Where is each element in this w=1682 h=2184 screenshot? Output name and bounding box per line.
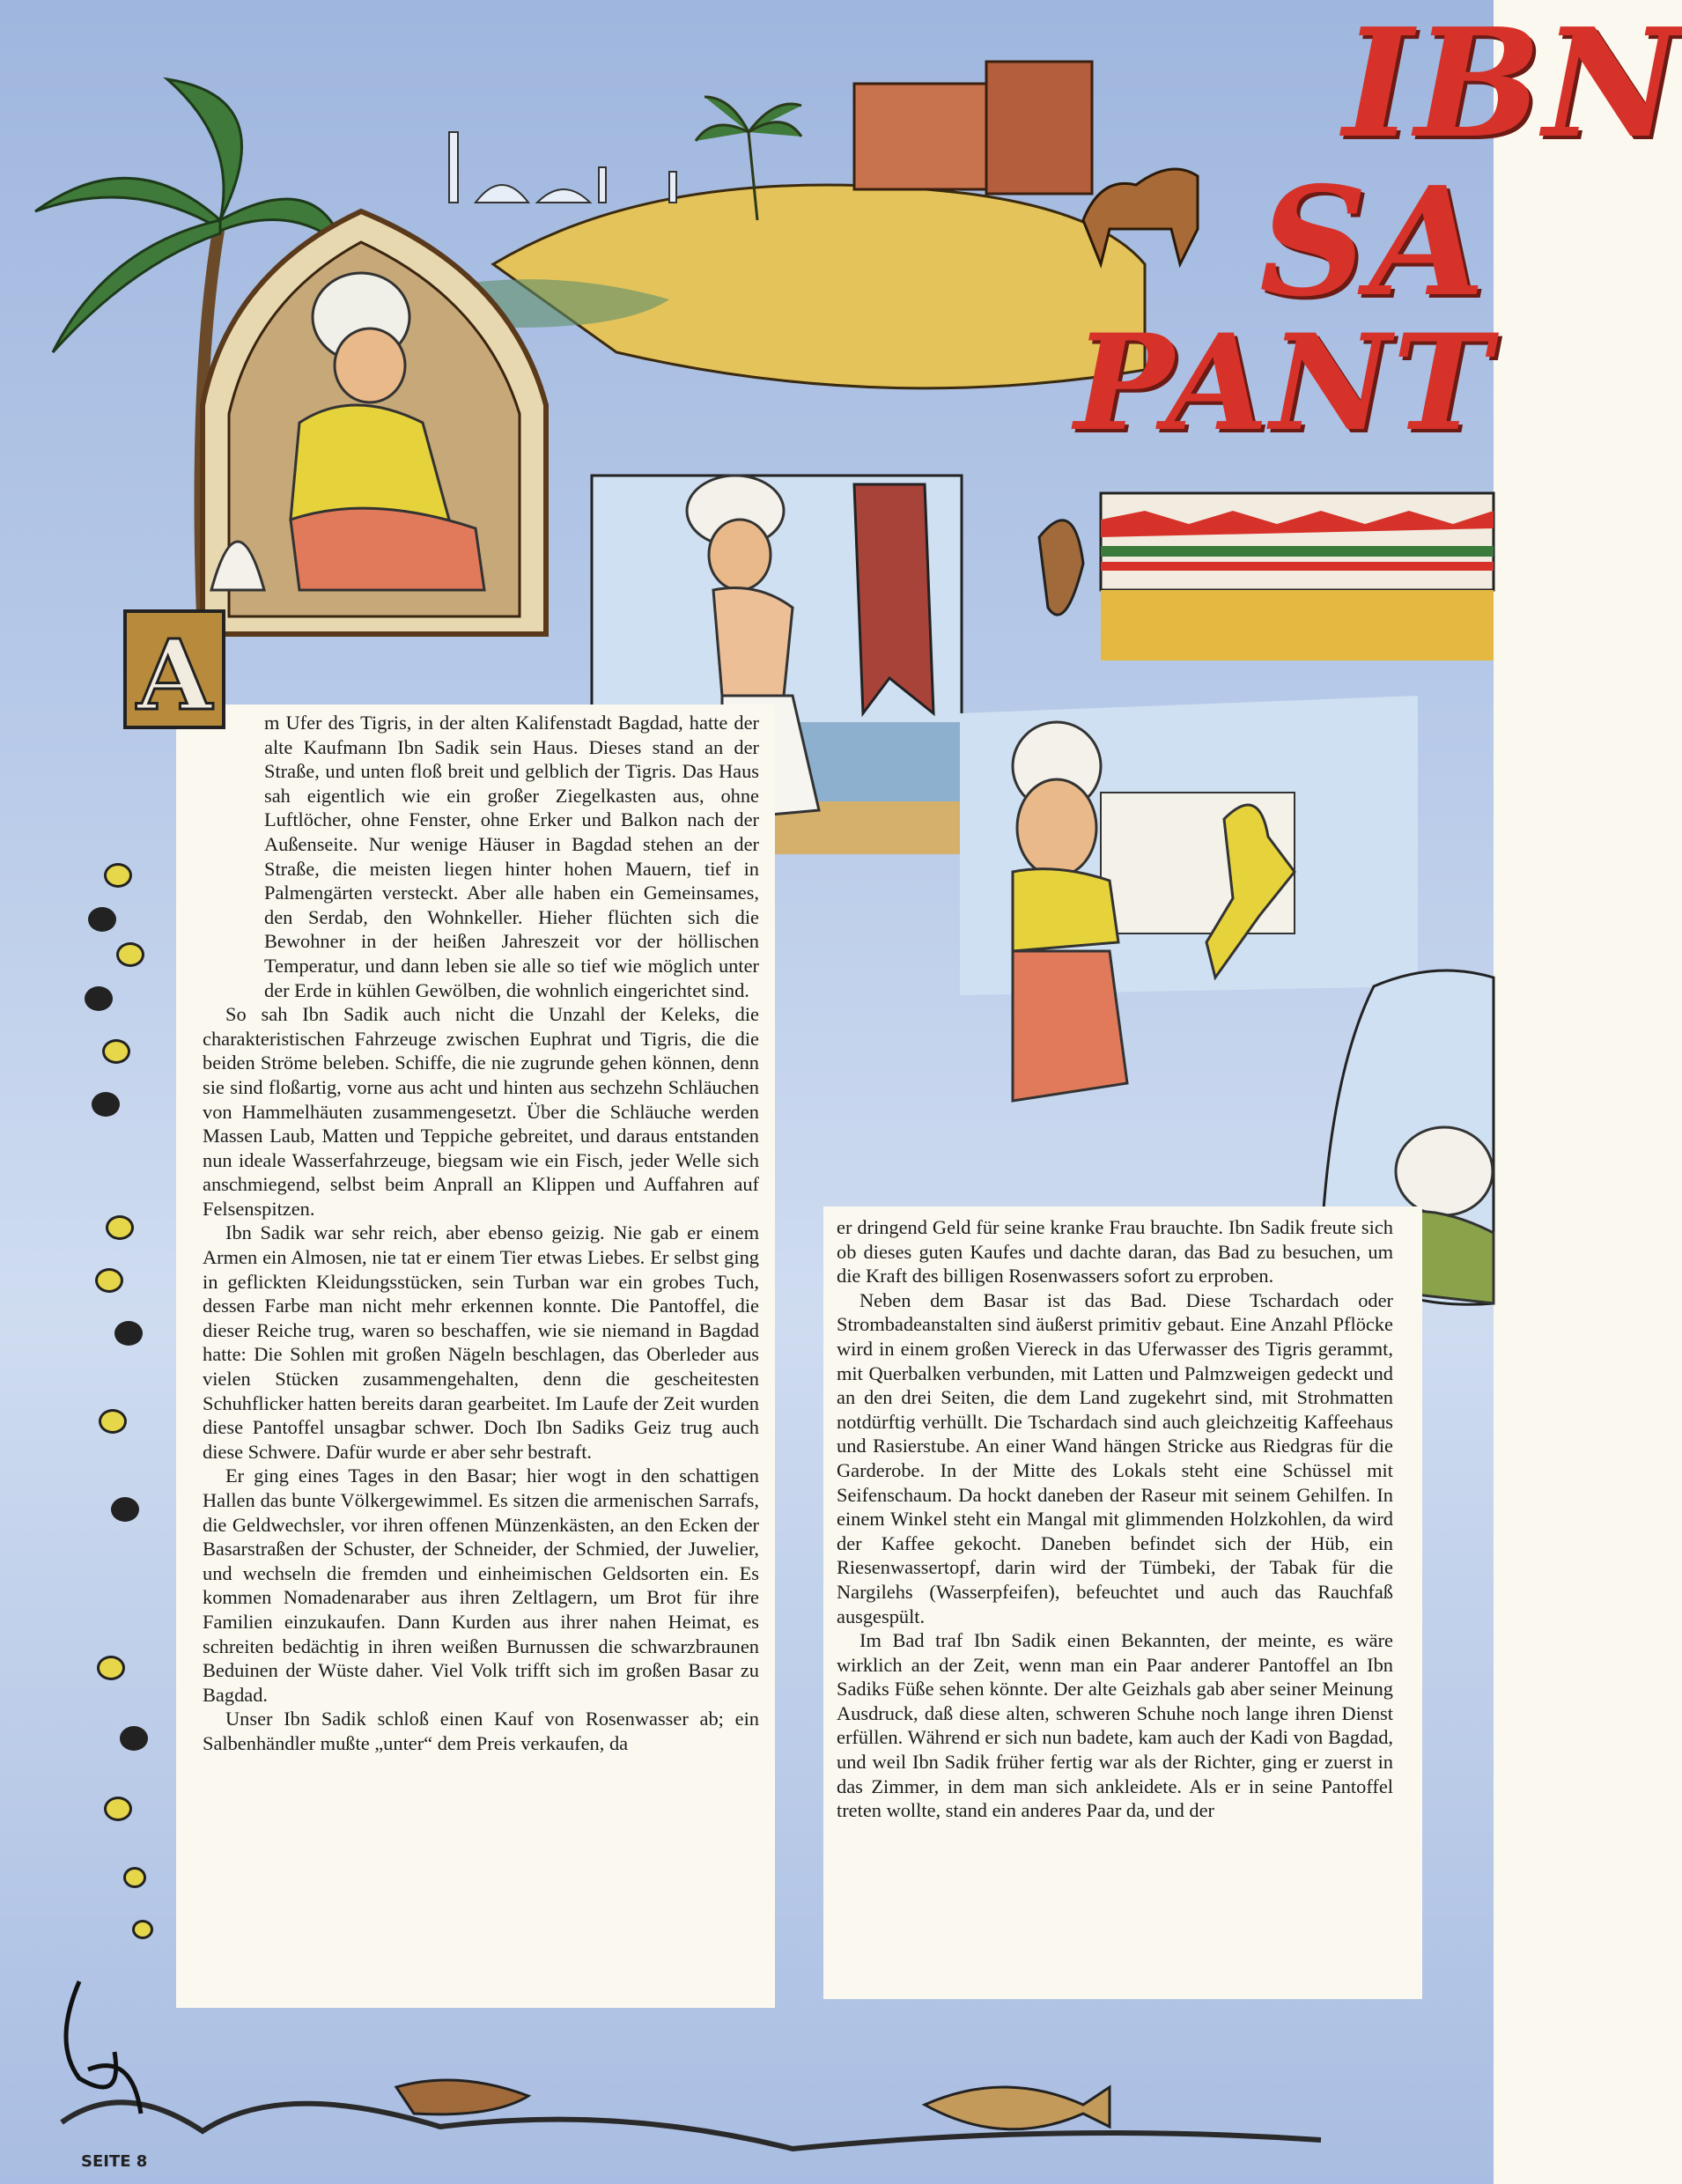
coin-icon bbox=[116, 942, 144, 967]
hookah-smoker-illustration bbox=[194, 203, 572, 643]
coin-icon bbox=[102, 1039, 130, 1064]
coin-icon bbox=[88, 907, 116, 932]
title-line-3: PANT bbox=[1074, 306, 1493, 461]
paragraph: Unser Ibn Sadik schloß einen Kauf von Rosenwasser ab; ein Salbenhändler mußte „unter“ dem Preis verkaufen, da bbox=[203, 1708, 759, 1754]
page-number: SEITE 8 bbox=[81, 2152, 148, 2171]
right-column-text bbox=[837, 1215, 1393, 1823]
coin-icon bbox=[104, 1797, 132, 1821]
coin-icon bbox=[123, 1867, 146, 1888]
coin-icon bbox=[106, 1215, 134, 1240]
paragraph: So sah Ibn Sadik auch nicht die Unzahl der Keleks, die charakteristischen Fahrzeuge zwischen Euphrat und Tigris, die die beiden Ströme beleben. Schiffe, die nie zugrunde gehen können, denn sie sind floßartig, vorne aus acht und hinten aus sechzehn Schläuchen von Hammelhäuten zusammengesetzt. Über die Schläuche werden Massen Laub, Matten und Teppiche gebreitet, und daraus entstanden nun ideale Wasserfahrzeuge, biegsam wie ein Fisch, jeder Welle sich anschmiegend, selbst beim Anprall an Klippen und Auffahren auf Felsenspitzen. bbox=[203, 1003, 759, 1220]
paragraph: Er ging eines Tages in den Basar; hier wogt in den schattigen Hallen das bunte Völkergewimmel. Es sitzen die armenischen Sarrafs, die Geldwechsler, vor ihren offenen Münzenkästen, an den Ecken der Basarstraßen der Schuster, der Schneider, der Schmied, der Juwelier, und wechseln die fremden und einheimischen Geldsorten ein. Es kommen Nomadenaraber aus ihren Zeltlagern, um Brot für ihre Familien einzukaufen. Dann Kurden aus ihrer nahen Heimat, es schreiten bedächtig in ihren weißen Burnussen die schwarzbraunen Beduinen der Wüste daher. Viel Volk trifft sich im großen Basar zu Bagdad. bbox=[203, 1465, 759, 1706]
paragraph: Ibn Sadik war sehr reich, aber ebenso geizig. Nie gab er einem Armen ein Almosen, nie tat er einem Tier etwas Liebes. Er selbst ging in geflickten Kleidungsstücken, sein Turban war ein grobes Tuch, dessen Farbe man nicht mehr erkennen konnte. Die Pantoffel, die dieser Reiche trug, waren so beschaffen, wie sie niemand in Bagdad hatte: Die Sohlen mit großen Nägeln beschlagen, das Oberleder aus vielen Stücken zusammengehalten, denn die gescheitesten Schuhflicker hatten bereits daran gearbeitet. Im Laufe der Zeit wurden diese Pantoffel unsagbar schwer. Doch Ibn Sadiks Geiz trug auch diese Schwere. Dafür wurde er aber sehr bestraft. bbox=[203, 1221, 759, 1463]
coin-icon bbox=[92, 1092, 120, 1117]
coin-icon bbox=[114, 1321, 143, 1346]
paragraph: Neben dem Basar ist das Bad. Diese Tschardach oder Strombadeanstalten sind äußerst primitiv gebaut. Eine Anzahl Pflöcke wird in einem großen Viereck in das Uferwasser des Tigris gerammt, mit Querbalken verbunden, mit Latten und Palmzweigen gedeckt und an den drei Seiten, die dem Land zugekehrt sind, mit Strohmatten notdürftig verhüllt. Die Tschardach sind auch gleichzeitig Kaffeehaus und Rasierstube. An einer Wand hängen Stricke aus Riedgras für die Garderobe. In der Mitte des Lokals steht eine Schüssel mit Seifenschaum. Da hockt daneben der Raseur mit seinem Gehilfen. In einem Winkel steht ein Mangal mit glimmenden Holzkohlen, da wird der Kaffee gekocht. Daneben befindet sich der Hüb, ein Riesenwassertopf, darin wird der Tümbeki, der Tabak für die Nargilehs (Wasserpfeifen), befeuchtet und auch das Rauchfaß ausgespült. bbox=[837, 1288, 1393, 1627]
title-line-1: IBN bbox=[1343, 0, 1682, 172]
coin-icon bbox=[120, 1726, 148, 1751]
paragraph: m Ufer des Tigris, in der alten Kalifenstadt Bagdad, hatte der alte Kaufmann Ibn Sadik sein Haus. Dieses stand an der Straße, und unten floß breit und gelblich der Tigris. Das Haus sah eigentlich wie ein großer Ziegelkasten aus, ohne Luftlöcher, ohne Fenster, ohne Erker und Balkon nach der Außenseite. Nur wenige Häuser in Bagdad stehen an der Straße, die meisten liegen hinter hohen Mauern, tief in Palmengärten versteckt. Aber alle haben ein Gemeinsames, den Serdab, den Wohnkeller. Hieher flüchten sich die Bewohner in der heißen Jahreszeit vor der höllischen Temperatur, und dann leben sie alle so tief wie möglich unter der Erde in kühlen Gewölben, die wohnlich eingerichtet sind. bbox=[264, 712, 759, 1001]
drop-cap-letter: A bbox=[136, 618, 212, 732]
coin-icon bbox=[95, 1268, 123, 1293]
left-column-text bbox=[203, 711, 759, 1756]
coin-icon bbox=[97, 1656, 125, 1680]
coin-icon bbox=[104, 863, 132, 888]
coin-icon bbox=[99, 1409, 127, 1434]
bottom-border-decoration bbox=[0, 1973, 1494, 2184]
paragraph: er dringend Geld für seine kranke Frau brauchte. Ibn Sadik freute sich ob dieses guten Kaufes und dachte daran, das Bad zu besuchen, um die Kraft des billigen Rosenwassers sofort zu erproben. bbox=[837, 1216, 1393, 1288]
paragraph: Im Bad traf Ibn Sadik einen Bekannten, der meinte, es wäre wirklich an der Zeit, wenn man ein Paar anderer Pantoffel an Ibn Sadiks Füße sehen könnte. Der alte Geizhals gab aber seiner Meinung Ausdruck, daß diese alten, schweren Schuhe noch lange ihren Dienst erfüllen. Während er sich nun badete, kam auch der Kadi von Bagdad, und weil Ibn Sadik früher fertig war als der Richter, ging er zuerst in das Zimmer, in dem man sich ankleidete. Als er in seine Pantoffel treten wollte, stand ein anderes Paar da, und der bbox=[837, 1629, 1393, 1822]
title-line-2: SA bbox=[1259, 154, 1487, 330]
coin-icon bbox=[111, 1497, 139, 1522]
coin-icon bbox=[132, 1920, 153, 1939]
coin-icon bbox=[85, 986, 113, 1011]
hanging-carpet-illustration bbox=[1022, 458, 1494, 687]
